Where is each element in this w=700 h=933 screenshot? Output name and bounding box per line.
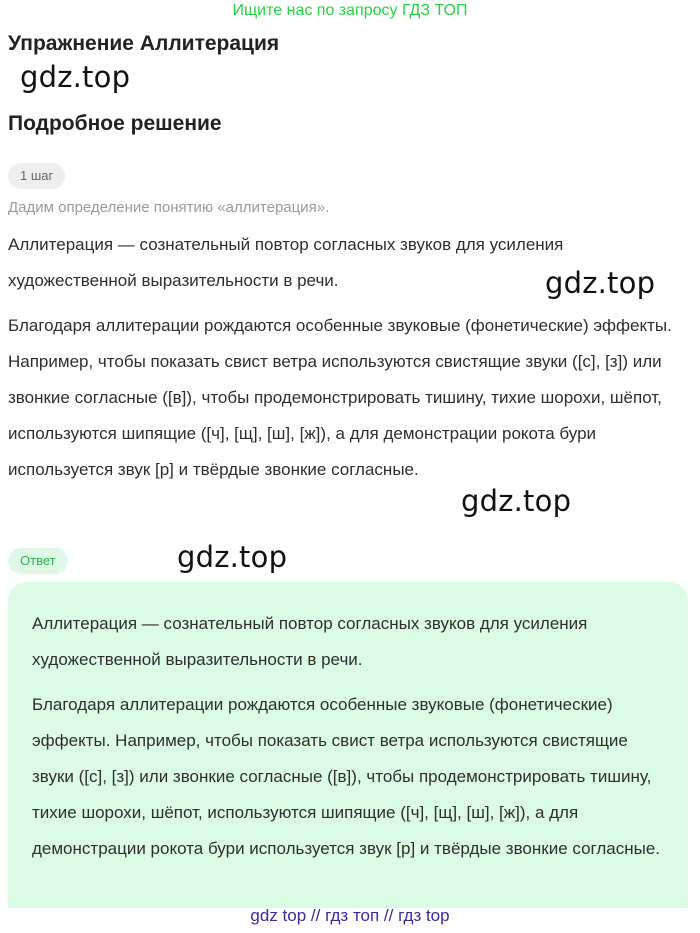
step-badge: 1 шаг xyxy=(8,163,65,189)
watermark-logo: gdz.top xyxy=(545,266,656,300)
solution-paragraph: Аллитерация — сознательный повтор согласных звуков для усиления художественной выразительности в речи. xyxy=(8,235,564,290)
footer-links[interactable]: gdz top // гдз топ // гдз top xyxy=(250,906,450,925)
answer-badge: Ответ xyxy=(8,548,68,574)
solution-paragraph: Благодаря аллитерации рождаются особенные звуковые (фонетические) эффекты. Например, чтобы показать свист ветра используются свистящие звуки ([с], [з]) или звонкие согласные ([в]), чтобы продемонстрировать тишину, тихие шорохи, шёпот, используются шипящие ([ч], [щ], [ш], [ж]), а для демонстрации рокота бури используется звук [р] и твёрдые звонкие согласные. xyxy=(8,316,672,479)
page-title: Упражнение Аллитерация xyxy=(8,32,280,55)
solution-heading: Подробное решение xyxy=(8,112,222,135)
watermark-logo: gdz.top xyxy=(20,60,131,94)
answer-paragraph: Аллитерация — сознательный повтор согласных звуков для усиления художественной выразительности в речи. xyxy=(32,614,588,669)
search-promo-banner[interactable]: Ищите нас по запросу ГДЗ ТОП xyxy=(232,2,468,19)
watermark-logo: gdz.top xyxy=(461,484,572,518)
answer-paragraph: Благодаря аллитерации рождаются особенные звуковые (фонетические) эффекты. Например, чтобы показать свист ветра используются свистящие звуки ([с], [з]) или звонкие согласные ([в]), чтобы продемонстрировать тишину, тихие шорохи, шёпот, используются шипящие ([ч], [щ], [ш], [ж]), а для демонстрации рокота бури используется звук [р] и твёрдые звонкие согласные. xyxy=(32,695,661,858)
watermark-logo: gdz.top xyxy=(177,540,288,574)
step-intro: Дадим определение понятию «аллитерация». xyxy=(8,199,330,216)
